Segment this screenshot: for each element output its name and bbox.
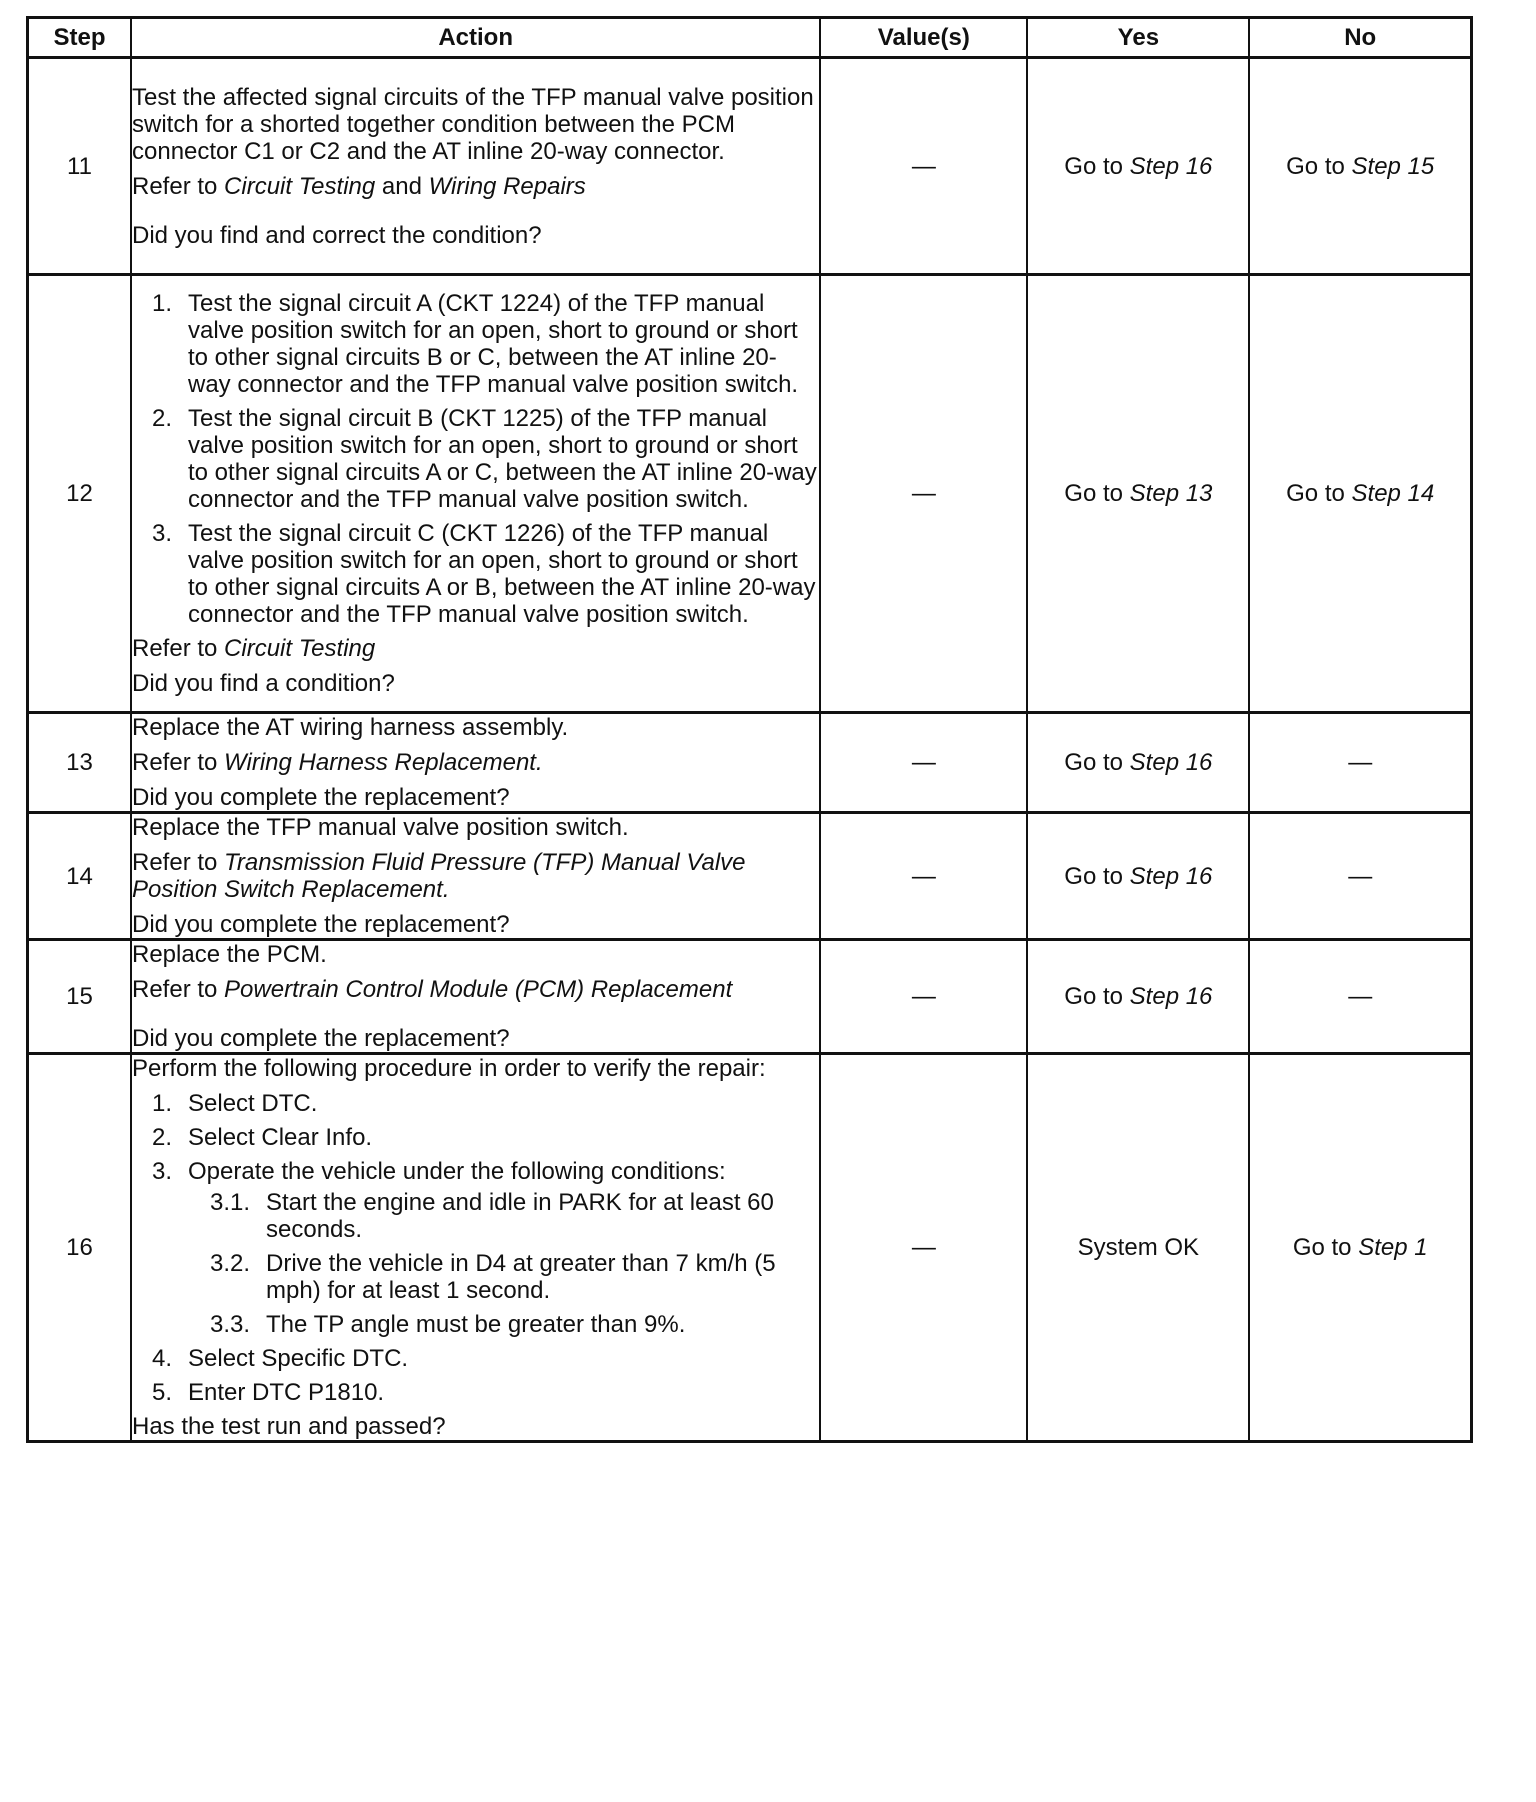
action-text: Replace the PCM. [132, 941, 327, 968]
table-row-step-16 [28, 1054, 1472, 1442]
value-cell: — [820, 713, 1027, 813]
reference-link: Wiring Harness Replacement. [224, 749, 543, 776]
yes-cell [1027, 58, 1249, 275]
yes-step-link: Step 13 [1129, 480, 1213, 507]
refer-line [132, 976, 819, 1003]
no-step-link: Step 15 [1351, 152, 1435, 180]
reference-link: Circuit Testing [224, 635, 376, 662]
yes-cell [1027, 813, 1249, 940]
question-text: Did you complete the replacement? [132, 911, 510, 938]
refer-line [132, 749, 819, 776]
step-number: 15 [28, 940, 132, 1054]
value-cell: — [820, 1054, 1027, 1442]
goto-label: Go to [1064, 152, 1123, 180]
action-text: Perform the following procedure in order to verify the repair: [132, 1055, 766, 1082]
list-item [132, 405, 819, 513]
yes-cell: System OK [1027, 1054, 1249, 1442]
reference-link: Wiring Repairs [428, 172, 586, 200]
refer-line [132, 173, 819, 200]
table-row-step-12 [28, 275, 1472, 713]
action-text: Test the affected signal circuits of the TFP manual valve position switch for a shorted together condition between the PCM connector C1 or C2 and the AT inline 20-way connector. [132, 83, 814, 165]
no-cell: — [1249, 813, 1471, 940]
refer-label: Refer to [132, 849, 218, 876]
question-text: Has the test run and passed? [132, 1413, 446, 1440]
list-number: 3.3. [210, 1311, 251, 1338]
goto-label: Go to [1064, 983, 1123, 1010]
value-cell: — [820, 58, 1027, 275]
no-cell [1249, 58, 1471, 275]
sub-conditions-list [188, 1189, 819, 1338]
sub-list-item [210, 1189, 819, 1243]
refer-line [132, 635, 819, 662]
table-row-step-13 [28, 713, 1472, 813]
list-number: 1. [152, 290, 173, 317]
list-text: Test the signal circuit B (CKT 1225) of the TFP manual valve position switch for an open, short to ground or short to other signal circuits A or C, between the AT inline 20-way connector and the TFP manual valve position switch. [188, 405, 817, 513]
action-cell [131, 275, 820, 713]
step-number: 12 [28, 275, 132, 713]
list-text: Drive the vehicle in D4 at greater than 7 km/h (5 mph) for at least 1 second. [266, 1250, 776, 1304]
list-item [132, 290, 819, 398]
yes-cell [1027, 940, 1249, 1054]
question-text: Did you complete the replacement? [132, 1025, 510, 1052]
diagnostic-table [26, 16, 1473, 1443]
yes-step-link: Step 16 [1129, 983, 1213, 1010]
yes-step-link: Step 16 [1129, 862, 1213, 890]
action-cell [131, 58, 820, 275]
reference-link: Transmission Fluid Pressure (TFP) Manual Valve Position Switch Replacement. [132, 849, 746, 903]
list-number: 3.2. [210, 1250, 251, 1277]
action-cell [131, 1054, 820, 1442]
step-number: 14 [28, 813, 132, 940]
sub-list-item [210, 1311, 819, 1338]
no-cell [1249, 1054, 1471, 1442]
yes-cell [1027, 713, 1249, 813]
no-cell: — [1249, 713, 1471, 813]
question-text: Did you find and correct the condition? [132, 221, 542, 249]
goto-label: Go to [1064, 749, 1123, 776]
list-item [132, 520, 819, 628]
list-number: 3. [152, 520, 173, 547]
list-text: Operate the vehicle under the following conditions: [188, 1158, 726, 1185]
table-row-step-14 [28, 813, 1472, 940]
action-cell [131, 813, 820, 940]
refer-label: Refer to [132, 172, 218, 200]
list-number: 4. [152, 1345, 173, 1372]
refer-line [132, 849, 819, 903]
procedure-list [132, 1090, 819, 1406]
list-number: 1. [152, 1090, 173, 1117]
header-values: Value(s) [820, 18, 1027, 58]
no-cell: — [1249, 940, 1471, 1054]
list-item [132, 1090, 819, 1117]
test-steps-list [132, 290, 819, 628]
no-cell [1249, 275, 1471, 713]
header-action: Action [131, 18, 820, 58]
list-text: Start the engine and idle in PARK for at least 60 seconds. [266, 1189, 774, 1243]
no-step-link: Step 1 [1358, 1234, 1428, 1261]
reference-link: Powertrain Control Module (PCM) Replacement [224, 976, 733, 1003]
value-cell: — [820, 813, 1027, 940]
value-cell: — [820, 940, 1027, 1054]
goto-label: Go to [1286, 152, 1345, 180]
step-number: 13 [28, 713, 132, 813]
action-cell [131, 713, 820, 813]
table-row-step-15 [28, 940, 1472, 1054]
refer-label: Refer to [132, 635, 218, 662]
and-word: and [381, 172, 422, 200]
list-item [132, 1124, 819, 1151]
list-text: Select DTC. [188, 1090, 318, 1117]
yes-step-link: Step 16 [1129, 749, 1213, 776]
header-yes: Yes [1027, 18, 1249, 58]
question-text: Did you complete the replacement? [132, 784, 510, 811]
action-cell [131, 940, 820, 1054]
no-step-link: Step 14 [1351, 480, 1435, 507]
goto-label: Go to [1064, 480, 1123, 507]
list-number: 2. [152, 1124, 173, 1151]
list-text: Test the signal circuit A (CKT 1224) of the TFP manual valve position switch for an open, short to ground or short to other signal circuits B or C, between the AT inline 20-way connector and the TFP manual valve position switch. [188, 290, 799, 398]
list-number: 3.1. [210, 1189, 251, 1216]
header-no: No [1249, 18, 1471, 58]
list-item [132, 1158, 819, 1338]
question-text: Did you find a condition? [132, 670, 395, 697]
value-cell: — [820, 275, 1027, 713]
action-text: Replace the AT wiring harness assembly. [132, 714, 569, 741]
list-text: Test the signal circuit C (CKT 1226) of the TFP manual valve position switch for an open, short to ground or short to other signal circuits A or B, between the AT inline 20-way connector and the TFP manual valve position switch. [188, 520, 816, 628]
header-row [28, 18, 1472, 58]
goto-label: Go to [1064, 862, 1123, 890]
reference-link: Circuit Testing [224, 172, 376, 200]
refer-label: Refer to [132, 976, 218, 1003]
yes-cell [1027, 275, 1249, 713]
action-text: Replace the TFP manual valve position switch. [132, 814, 629, 841]
list-item [132, 1345, 819, 1372]
list-text: Select Clear Info. [188, 1124, 373, 1151]
list-number: 3. [152, 1158, 173, 1185]
list-item [132, 1379, 819, 1406]
refer-label: Refer to [132, 749, 218, 776]
table-row-step-11 [28, 58, 1472, 275]
list-text: The TP angle must be greater than 9%. [266, 1311, 686, 1338]
sub-list-item [210, 1250, 819, 1304]
list-number: 2. [152, 405, 173, 432]
header-step: Step [28, 18, 132, 58]
step-number: 16 [28, 1054, 132, 1442]
goto-label: Go to [1292, 1234, 1352, 1261]
yes-step-link: Step 16 [1129, 152, 1213, 180]
goto-label: Go to [1286, 480, 1345, 507]
step-number: 11 [28, 58, 132, 275]
list-text: Enter DTC P1810. [188, 1379, 385, 1406]
list-text: Select Specific DTC. [188, 1345, 409, 1372]
list-number: 5. [152, 1379, 173, 1406]
